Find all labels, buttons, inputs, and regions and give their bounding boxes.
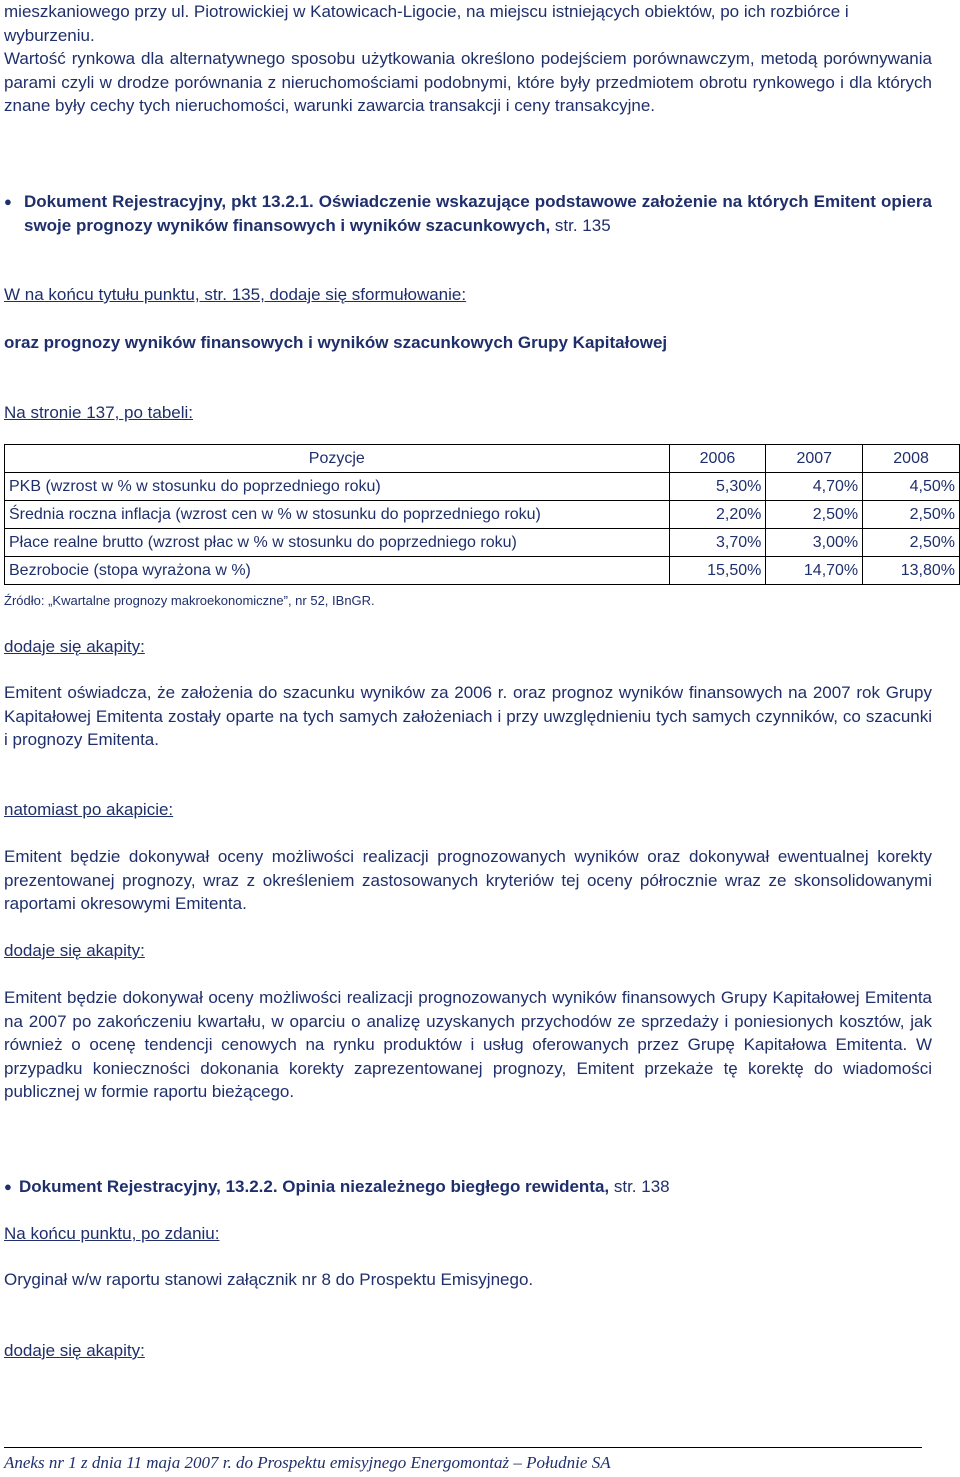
amend-3-text: Emitent będzie dokonywał oceny możliwości realizacji prognozowanych wyników finansowych Grupy Kapitałowej Emitenta na 2007 po zakończeniu kwartału, w oparciu o analizę uzyskanych przychodów ze sprzedaży i poniesionych kosztów, jak również o ocenę tendencji cenowych na rynku produktów i usług oferowanych przez Grupę Kapitałowa Emitenta. W przypadku konieczności dokonania korekty zaprezentowanej prognozy, Emitent przekaże tę korektę do wiadomości publicznej w formie raportu bieżącego.	[4, 988, 932, 1101]
section-2-page-ref: str. 138	[609, 1177, 670, 1196]
row-label: Średnia roczna inflacja (wzrost cen w % w stosunku do poprzedniego roku)	[5, 501, 670, 529]
amend-3-label: dodaje się akapity:	[4, 941, 145, 960]
section-2-heading	[4, 1175, 932, 1199]
amend-1-label: dodaje się akapity:	[4, 637, 145, 656]
amend-2-text: Emitent będzie dokonywał oceny możliwości realizacji prognozowanych wyników oraz dokonywał ewentualnej korekty prezentowanej prognozy, wraz z określeniem zastosowanych kryteriów tej oceny półrocznie wraz ze skonsolidowanymi raportami okresowymi Emitenta.	[4, 847, 932, 913]
intro-paragraph-2: Wartość rynkowa dla alternatywnego sposobu użytkowania określono podejściem porównawczym, metodą porównywania parami czyli w drodze porównania z nieruchomościami podobnymi, które były przedmiotem obrotu rynkowego i dla których znane były cechy tych nieruchomości, warunki zawarcia transakcji i ceny transakcyjne.	[4, 49, 932, 115]
cell-2007: 3,00%	[766, 529, 863, 557]
cell-2007: 4,70%	[766, 473, 863, 501]
section-2-title: Dokument Rejestracyjny, 13.2.2. Opinia niezależnego biegłego rewidenta,	[19, 1177, 610, 1196]
table-row	[5, 557, 960, 585]
section-1-title: Dokument Rejestracyjny, pkt 13.2.1. Oświadczenie wskazujące podstawowe założenie na których Emitent opiera swoje prognozy wyników finansowych i wyników szacunkowych,	[24, 192, 932, 235]
table-source-note: Źródło: „Kwartalne prognozy makroekonomiczne”, nr 52, IBnGR.	[4, 593, 375, 608]
section-2-text: Oryginał w/w raportu stanowi załącznik nr 8 do Prospektu Emisyjnego.	[4, 1270, 534, 1289]
cell-2006: 2,20%	[669, 501, 766, 529]
cell-2008: 2,50%	[863, 529, 960, 557]
cell-2006: 15,50%	[669, 557, 766, 585]
cell-2006: 3,70%	[669, 529, 766, 557]
added-phrase: oraz prognozy wyników finansowych i wyników szacunkowych Grupy Kapitałowej	[4, 333, 668, 352]
section-1-note: W na końcu tytułu punktu, str. 135, dodaje się sformułowanie:	[4, 285, 467, 304]
row-label: Bezrobocie (stopa wyrażona w %)	[5, 557, 670, 585]
section-2-label: dodaje się akapity:	[4, 1341, 145, 1360]
cell-2008: 13,80%	[863, 557, 960, 585]
table-row	[5, 501, 960, 529]
row-label: Płace realne brutto (wzrost płac w % w stosunku do poprzedniego roku)	[5, 529, 670, 557]
table-row	[5, 529, 960, 557]
row-label: PKB (wzrost w % w stosunku do poprzedniego roku)	[5, 473, 670, 501]
table-row	[5, 473, 960, 501]
amend-1-text: Emitent oświadcza, że założenia do szacunku wyników za 2006 r. oraz prognoz wyników finansowych na 2007 rok Grupy Kapitałowej Emitenta zostały oparte na tych samych założeniach i przy uwzględnieniu tych samych czynników, co szacunki i prognozy Emitenta.	[4, 683, 932, 749]
page-footer: Aneks nr 1 z dnia 11 maja 2007 r. do Prospektu emisyjnego Energomontaż – Południe SA	[4, 1453, 611, 1472]
header-positions: Pozycje	[5, 445, 670, 473]
cell-2007: 14,70%	[766, 557, 863, 585]
intro-paragraph-1: mieszkaniowego przy ul. Piotrowickiej w Katowicach-Ligocie, na miejscu istniejących obiektów, po ich rozbiórce i wyburzeniu.	[4, 2, 849, 45]
section-1-page-ref: str. 135	[550, 215, 611, 235]
amend-2-label: natomiast po akapicie:	[4, 800, 174, 819]
header-year-2006: 2006	[669, 445, 766, 473]
cell-2007: 2,50%	[766, 501, 863, 529]
macro-forecast-table	[4, 444, 960, 585]
table-placement-note: Na stronie 137, po tabeli:	[4, 403, 194, 422]
cell-2008: 2,50%	[863, 501, 960, 529]
header-year-2007: 2007	[766, 445, 863, 473]
bullet-icon: ●	[4, 1179, 12, 1194]
table-header-row	[5, 445, 960, 473]
section-2-note: Na końcu punktu, po zdaniu:	[4, 1224, 220, 1243]
cell-2006: 5,30%	[669, 473, 766, 501]
header-year-2008: 2008	[863, 445, 960, 473]
footer-divider	[4, 1447, 922, 1448]
cell-2008: 4,50%	[863, 473, 960, 501]
section-1-heading	[4, 190, 932, 237]
bullet-icon: ●	[4, 194, 12, 209]
